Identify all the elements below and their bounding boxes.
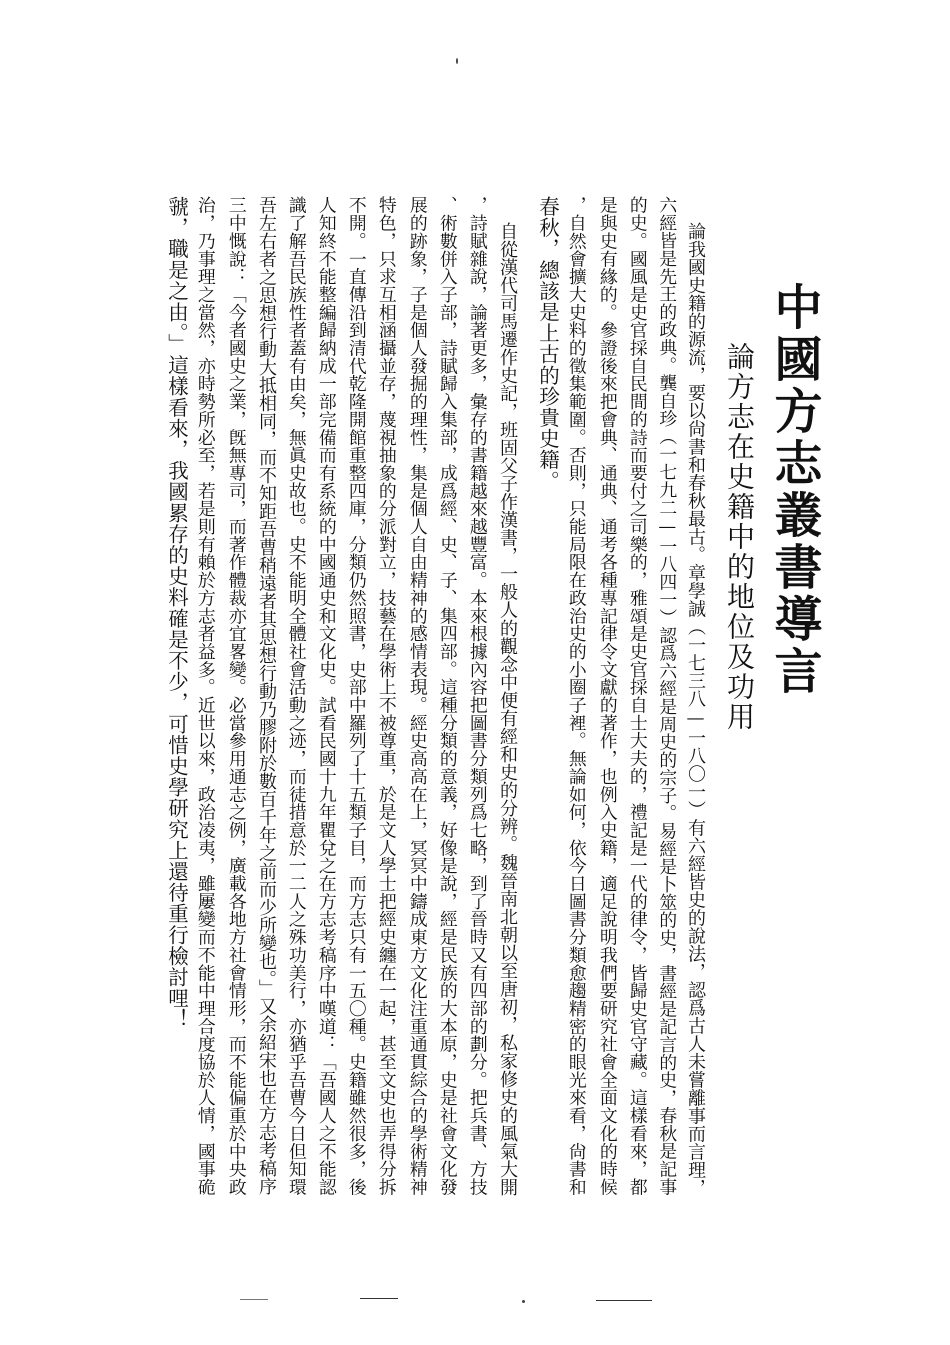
text-column-5: ，自然會擴大史料的徵集範圍。否則，只能局限在政治史的小圈子裡。無論如何，依今日圖書分類愈趨精密的眼光來看，尙書和: [565, 196, 587, 1196]
document-title: 中國方志叢書導言: [766, 282, 822, 698]
text-column-16: 三中慨說：「今者國史之業，旣無專司，而著作體裁亦宜畧變。必當參用通志之例，廣載各地方社會情形，而不能偏重於中央政: [225, 196, 247, 1196]
text-column-3: 的史。國風是史官採自民間的詩而要付之司樂的，雅頌是史官採自士大夫的，禮記是一代的律令，皆歸史官守藏。這樣看來，都: [626, 196, 648, 1196]
text-column-11: 特色，只求互相涵攝並存，蔑視抽象的分派對立，技藝在學術上不被尊重，於是文人學士把經史纏在一起，甚至文史也弄得分拆: [375, 196, 397, 1196]
text-column-2: 六經皆是先王的政典。龔自珍（一七九二—一八四一）認爲六經是周史的宗子。易經是卜筮的史，書經是記言的史，春秋是記事: [656, 196, 678, 1196]
text-column-10: 展的跡象，子是個人發掘的理性，集是個人自由精神的感情表現。經史高高在上，冥冥中鑄成東方文化注重通貫綜合的學術精神: [406, 196, 428, 1196]
scan-mark: [596, 1300, 652, 1301]
scan-mark: [240, 1299, 268, 1300]
text-column-14: 識了解吾民族性者蓋有由矣，無眞史故也。史不能明全體社會活動之迹，而徒措意於一二人之殊功美行，亦猶乎吾曹今日但知環: [285, 196, 307, 1196]
text-column-6: 春秋，總該是上古的珍貴史籍。: [535, 196, 560, 492]
document-subtitle: 論方志在史籍中的地位及功用: [723, 342, 756, 732]
text-column-17: 治，乃事理之當然，亦時勢所必至，若是則有賴於方志者益多。近世以來，政治凌夷，雖屢變而不能中理合度協於人情，國事硊: [194, 196, 216, 1196]
text-column-8: ，詩賦雜說，論著更多，彙存的書籍越來越豐富。本來根據內容把圖書分類列爲七略，到了晉時又有四部的劃分。把兵書、方技: [466, 196, 488, 1196]
text-column-9: 、術數併入子部，詩賦歸入集部，成爲經、史、子、集四部。這種分類的意義，好像是說，經是民族的大本原，史是社會文化發: [436, 196, 458, 1196]
text-column-1: 論我國史籍的源流，要以尙書和春秋最古。章學誠（一七三八—一八〇一）有六經皆史的說法，認爲古人未嘗離事而言理，: [684, 222, 706, 1197]
scan-speck: [522, 1300, 525, 1303]
text-column-4: 是與史有緣的。參證後來把會典、通典、通考各種專記律令文獻的著作，也例入史籍，適足說明我們要研究社會全面文化的時候: [596, 196, 618, 1196]
scan-mark: [360, 1298, 398, 1299]
text-column-15: 吾左右者之思想行動大抵相同，而不知距吾曹稍遠者其思想行動乃膠附於數百千年之前而少所變也。」又余紹宋也在方志考稿序: [256, 196, 278, 1195]
text-column-12: 不開。一直傳沿到清代乾隆開館重整四庫，分類仍然照書，史部中羅列了十五類子目，而方志只有一五〇種。史籍雖然很多，後: [345, 196, 367, 1196]
scan-speck: [456, 58, 458, 64]
text-column-18: 虢，職是之由。」這樣看來，我國累存的史料確是不少，可惜史學研究上還待重行檢討哩！: [164, 196, 189, 1030]
text-column-13: 人知終不能整編歸納成一部完備而有系統的中國通史和文化史。試看民國十九年瞿兌之在方志考稿序中嘆道：「吾國人之不能認: [315, 196, 337, 1196]
text-column-7: 自從漢代司馬遷作史記，班固父子作漢書，一般人的觀念中便有經和史的分辨。魏晉南北朝以至唐初，私家修史的風氣大開: [497, 222, 519, 1197]
